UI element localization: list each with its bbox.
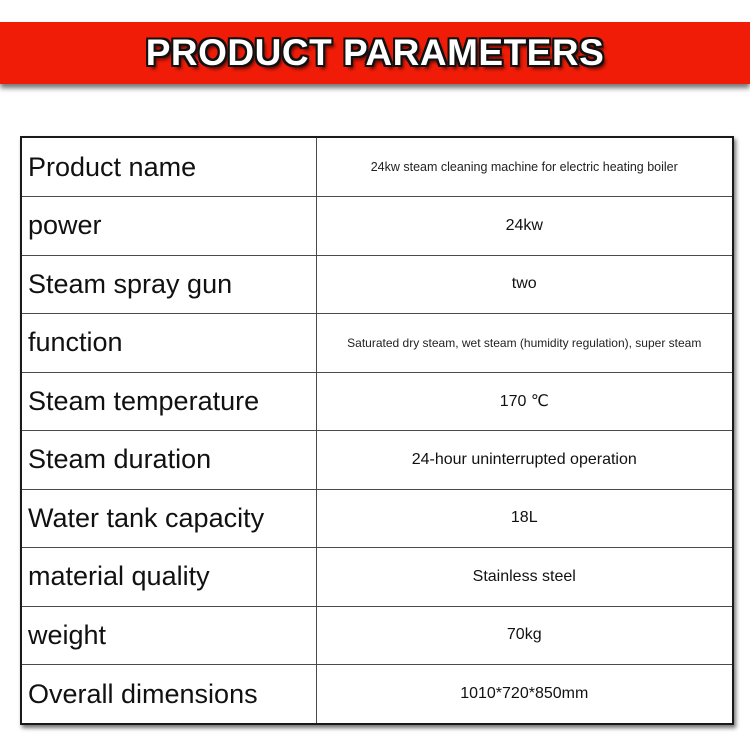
table-row (22, 665, 732, 724)
parameters-table-container (20, 136, 734, 725)
table-row (22, 255, 732, 314)
title-banner (0, 22, 750, 84)
param-label-product-name: Product name (22, 138, 316, 197)
table-row (22, 489, 732, 548)
param-value-overall-dimensions: 1010*720*850mm (316, 665, 732, 724)
param-value-function: Saturated dry steam, wet steam (humidity regulation), super steam (316, 314, 732, 373)
table-row (22, 606, 732, 665)
table-row (22, 314, 732, 373)
param-value-steam-spray-gun: two (316, 255, 732, 314)
parameters-table (22, 138, 732, 723)
param-label-material-quality: material quality (22, 548, 316, 607)
param-label-overall-dimensions: Overall dimensions (22, 665, 316, 724)
param-label-steam-temperature: Steam temperature (22, 372, 316, 431)
table-row (22, 197, 732, 256)
table-row (22, 431, 732, 490)
param-value-water-tank-capacity: 18L (316, 489, 732, 548)
param-label-steam-spray-gun: Steam spray gun (22, 255, 316, 314)
banner-title: PRODUCT PARAMETERS (145, 32, 605, 73)
param-label-water-tank-capacity: Water tank capacity (22, 489, 316, 548)
param-label-weight: weight (22, 606, 316, 665)
param-label-power: power (22, 197, 316, 256)
param-label-steam-duration: Steam duration (22, 431, 316, 490)
param-value-material-quality: Stainless steel (316, 548, 732, 607)
param-value-steam-temperature: 170 ℃ (316, 372, 732, 431)
param-value-power: 24kw (316, 197, 732, 256)
param-value-weight: 70kg (316, 606, 732, 665)
table-row (22, 372, 732, 431)
param-value-steam-duration: 24-hour uninterrupted operation (316, 431, 732, 490)
table-row (22, 138, 732, 197)
param-label-function: function (22, 314, 316, 373)
param-value-product-name: 24kw steam cleaning machine for electric heating boiler (316, 138, 732, 197)
table-row (22, 548, 732, 607)
